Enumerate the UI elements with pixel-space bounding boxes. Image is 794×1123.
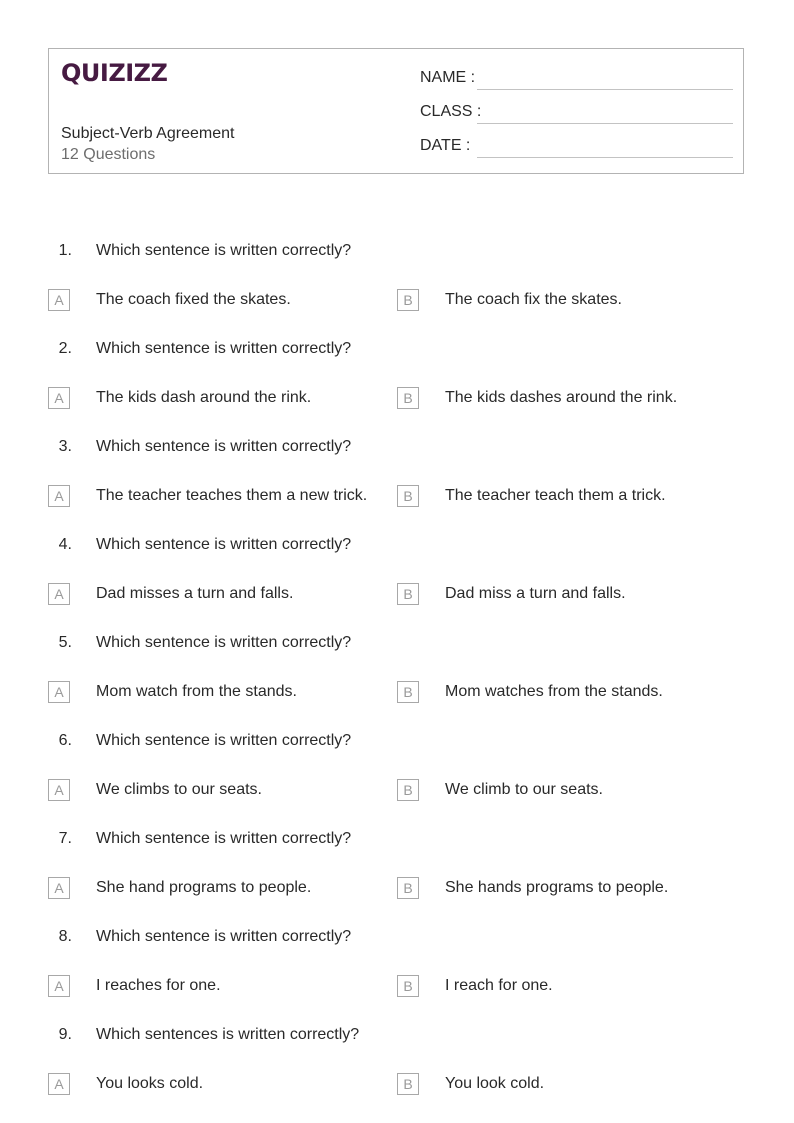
question-number: 4. xyxy=(58,536,72,553)
question-number: 7. xyxy=(58,830,72,847)
option-b-box[interactable]: B xyxy=(397,975,419,997)
option-a-box[interactable]: A xyxy=(48,779,70,801)
option-a-box[interactable]: A xyxy=(48,681,70,703)
option-b-text: I reach for one. xyxy=(445,977,553,994)
worksheet-header xyxy=(48,48,744,174)
option-b-box[interactable]: B xyxy=(397,387,419,409)
option-a-box[interactable]: A xyxy=(48,387,70,409)
option-a-box[interactable]: A xyxy=(48,485,70,507)
quizizz-logo: QUIZIZZ xyxy=(61,59,168,87)
option-b-text: The teacher teach them a trick. xyxy=(445,487,666,504)
option-b-text: We climb to our seats. xyxy=(445,781,603,798)
option-a-text: I reaches for one. xyxy=(96,977,221,994)
class-label: CLASS : xyxy=(420,103,482,120)
option-a-text: We climbs to our seats. xyxy=(96,781,262,798)
option-b-box[interactable]: B xyxy=(397,485,419,507)
option-a-box[interactable]: A xyxy=(48,1073,70,1095)
name-label: NAME : xyxy=(420,69,476,86)
option-a-box[interactable]: A xyxy=(48,583,70,605)
question-number: 8. xyxy=(58,928,72,945)
option-b-box[interactable]: B xyxy=(397,1073,419,1095)
question-number: 5. xyxy=(58,634,72,651)
option-b-box[interactable]: B xyxy=(397,681,419,703)
question-number: 1. xyxy=(58,242,72,259)
option-b-box[interactable]: B xyxy=(397,583,419,605)
class-line xyxy=(477,123,733,124)
option-b-box[interactable]: B xyxy=(397,877,419,899)
option-b-text: You look cold. xyxy=(445,1075,545,1092)
option-a-box[interactable]: A xyxy=(48,289,70,311)
question-text: Which sentence is written correctly? xyxy=(96,634,352,651)
question-text: Which sentence is written correctly? xyxy=(96,536,352,553)
option-a-text: The teacher teaches them a new trick. xyxy=(96,487,368,504)
option-b-text: Dad miss a turn and falls. xyxy=(445,585,626,602)
question-number: 3. xyxy=(58,438,72,455)
question-count: 12 Questions xyxy=(61,146,156,163)
question-text: Which sentence is written correctly? xyxy=(96,340,352,357)
question-number: 9. xyxy=(58,1026,72,1043)
option-b-text: She hands programs to people. xyxy=(445,879,669,896)
option-a-box[interactable]: A xyxy=(48,877,70,899)
question-number: 6. xyxy=(58,732,72,749)
option-b-box[interactable]: B xyxy=(397,779,419,801)
option-a-text: You looks cold. xyxy=(96,1075,204,1092)
question-number: 2. xyxy=(58,340,72,357)
date-label: DATE : xyxy=(420,137,471,154)
question-text: Which sentences is written correctly? xyxy=(96,1026,360,1043)
option-a-box[interactable]: A xyxy=(48,975,70,997)
question-text: Which sentence is written correctly? xyxy=(96,242,352,259)
option-a-text: She hand programs to people. xyxy=(96,879,312,896)
option-b-text: The coach fix the skates. xyxy=(445,291,622,308)
date-line xyxy=(477,157,733,158)
option-b-text: Mom watches from the stands. xyxy=(445,683,663,700)
option-a-text: The coach fixed the skates. xyxy=(96,291,291,308)
worksheet-title: Subject-Verb Agreement xyxy=(61,125,235,142)
question-text: Which sentence is written correctly? xyxy=(96,732,352,749)
name-line xyxy=(477,89,733,90)
question-text: Which sentence is written correctly? xyxy=(96,928,352,945)
option-b-text: The kids dashes around the rink. xyxy=(445,389,678,406)
option-a-text: Mom watch from the stands. xyxy=(96,683,297,700)
option-a-text: The kids dash around the rink. xyxy=(96,389,312,406)
question-text: Which sentence is written correctly? xyxy=(96,830,352,847)
option-b-box[interactable]: B xyxy=(397,289,419,311)
option-a-text: Dad misses a turn and falls. xyxy=(96,585,294,602)
question-text: Which sentence is written correctly? xyxy=(96,438,352,455)
